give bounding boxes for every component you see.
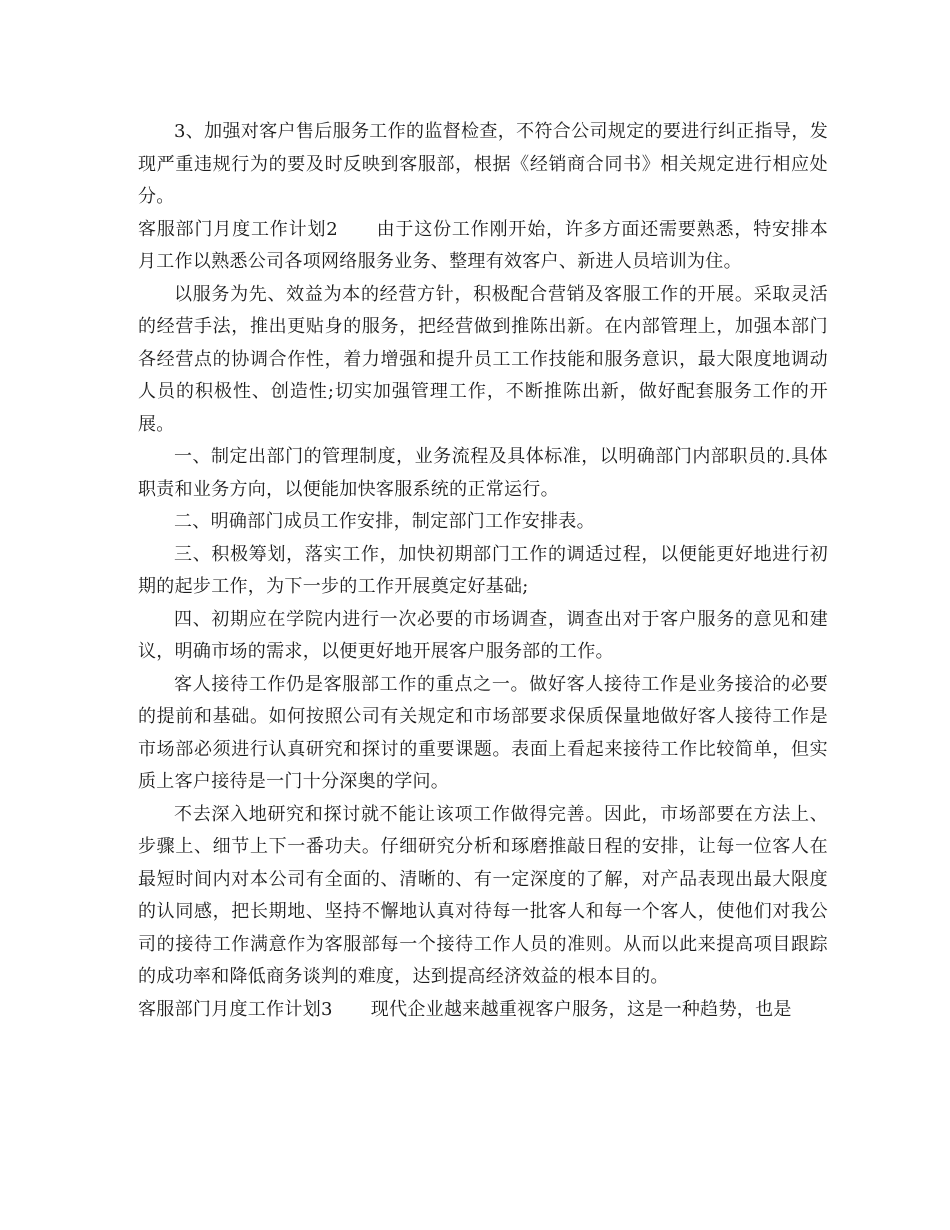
paragraph-item-three: 三、积极筹划，落实工作，加快初期部门工作的调适过程，以便能更好地进行初期的起步工作，为下一步的工作开展奠定好基础; <box>138 543 828 597</box>
paragraph-item-two: 二、明确部门成员工作安排，制定部门工作安排表。 <box>174 511 595 532</box>
section-intro-text: 现代企业越来越重视客户服务，这是一种趋势，也是 <box>370 998 792 1020</box>
section-heading-plan-2 <box>138 214 828 279</box>
paragraph-supervision: 3、加强对客户售后服务工作的监督检查，不符合公司规定的要进行纠正指导，发现严重违规行为的要及时反映到客服部，根据《经销商合同书》相关规定进行相应处分。 <box>138 121 828 207</box>
paragraph-reception: 客人接待工作仍是客服部工作的重点之一。做好客人接待工作是业务接洽的必要的提前和基础。如何按照公司有关规定和市场部要求保质保量地做好客人接待工作是市场部必须进行认真研究和探讨的重要课题。表面上看起来接待工作比较简单，但实质上客户接待是一门十分深奥的学问。 <box>138 673 828 792</box>
paragraph-item-four: 四、初期应在学院内进行一次必要的市场调查，调查出对于客户服务的意见和建议，明确市场的需求，以便更好地开展客户服务部的工作。 <box>138 608 828 662</box>
paragraph-research: 不去深入地研究和探讨就不能让该项工作做得完善。因此，市场部要在方法上、步骤上、细节上下一番功夫。仔细研究分析和琢磨推敲日程的安排，让每一位客人在最短时间内对本公司有全面的、清晰的、有一定深度的了解，对产品表现出最大限度的认同感，把长期地、坚持不懈地认真对待每一批客人和每一个客人，使他们对我公司的接待工作满意作为客服部每一个接待工作人员的准则。从而以此来提高项目跟踪的成功率和降低商务谈判的难度，达到提高经济效益的根本目的。 <box>138 803 828 987</box>
section-title: 客服部门月度工作计划3 <box>138 998 333 1020</box>
paragraph-service-policy: 以服务为先、效益为本的经营方针，积极配合营销及客服工作的开展。采取灵活的经营手法，推出更贴身的服务，把经营做到推陈出新。在内部管理上，加强本部门各经营点的协调合作性，着力增强和提升员工工作技能和服务意识，最大限度地调动人员的积极性、创造性;切实加强管理工作，不断推陈出新，做好配套服务工作的开展。 <box>138 283 828 435</box>
document-body <box>138 116 828 1026</box>
section-title: 客服部门月度工作计划2 <box>138 218 339 240</box>
section-intro-text: 由于这份工作刚开始，许多方面还需要熟悉，特安排本月工作以熟悉公司各项网络服务业务、整理有效客户、新进人员培训为住。 <box>138 218 828 272</box>
paragraph-item-one: 一、制定出部门的管理制度，业务流程及具体标准，以明确部门内部职员的.具体职责和业务方向，以便能加快客服系统的正常运行。 <box>138 446 828 500</box>
section-heading-plan-3 <box>138 994 828 1027</box>
